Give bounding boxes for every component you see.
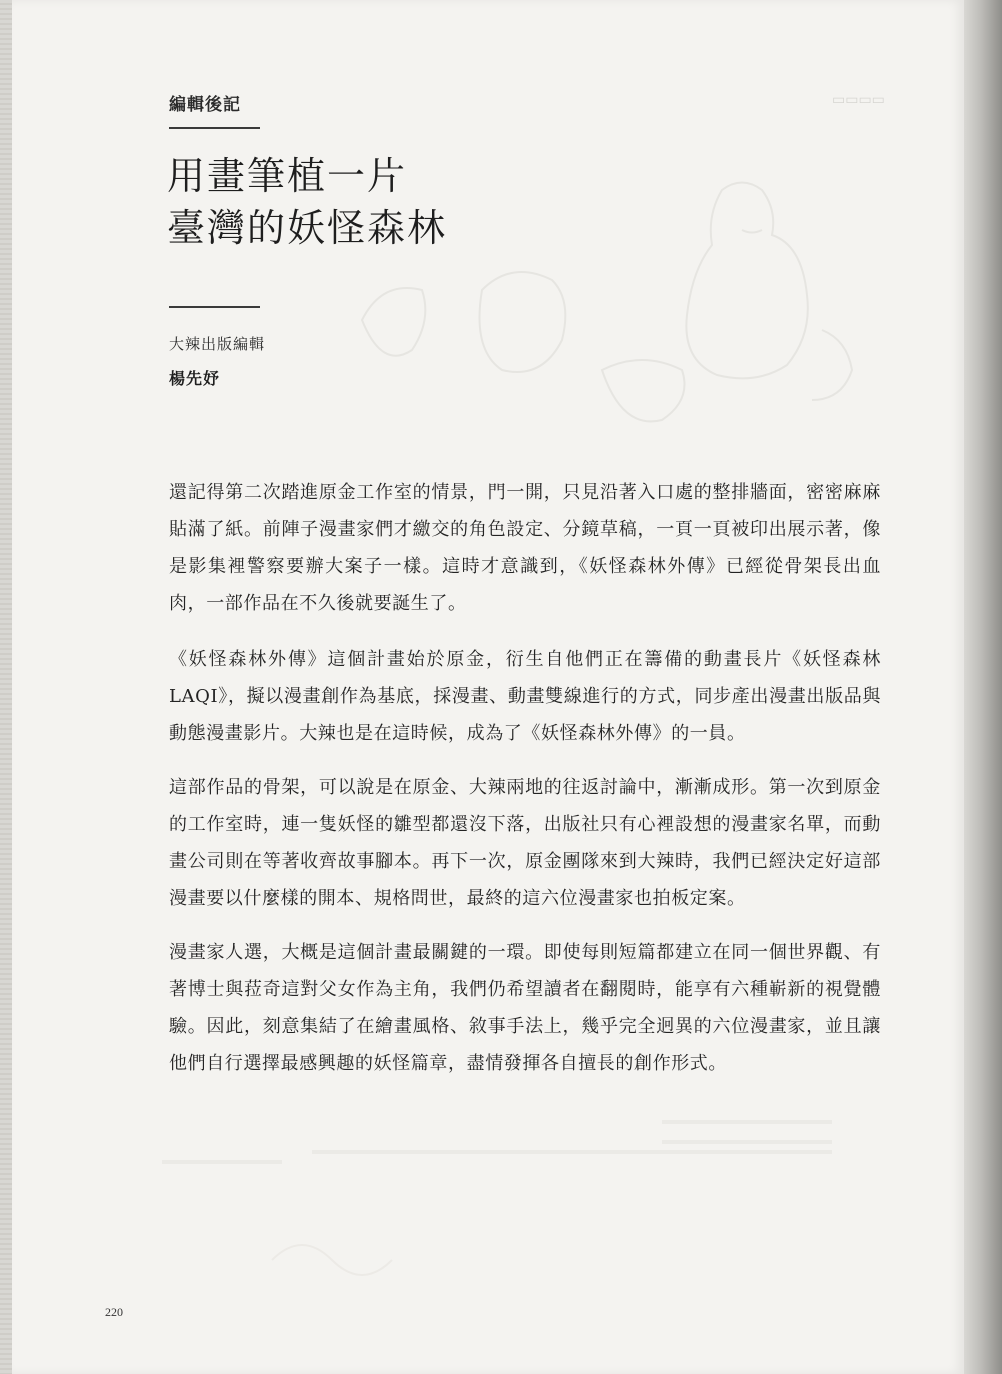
author-divider — [169, 306, 260, 308]
paragraph: 還記得第二次踏進原金工作室的情景，門一開，只見沿著入口處的整排牆面，密密麻麻貼滿了紙。前陣子漫畫家們才繳交的角色設定、分鏡草稿，一頁一頁被印出展示著，像是影集裡警察要辦大案子一樣。這時才意識到，《妖怪森林外傳》已經從骨架長出血肉，一部作品在不久後就要誕生了。 — [169, 482, 881, 614]
title-line-2: 臺灣的妖怪森林 — [167, 206, 448, 250]
page-title — [167, 150, 447, 254]
book-binding-shadow — [964, 0, 1002, 1374]
bleed-through-caption — [162, 1110, 862, 1310]
paragraph: 《妖怪森林外傳》這個計畫始於原金，衍生自他們正在籌備的動畫長片《妖怪森林 LAQI》，擬以漫畫創作為基底，採漫畫、動畫雙線進行的方式，同步產出漫畫出版品與動態漫畫影片。大辣也是在這時候，成為了《妖怪森林外傳》的一員。 — [169, 649, 881, 744]
section-label: 編輯後記 — [169, 95, 241, 115]
author-role: 大辣出版編輯 — [169, 335, 266, 353]
title-line-1: 用畫筆植一片 — [167, 154, 408, 198]
scan-left-edge — [0, 0, 12, 1374]
bleed-through-header: ▭▭▭▭ — [832, 92, 885, 108]
author-name: 楊先妤 — [169, 369, 221, 388]
article-body — [169, 474, 881, 1099]
page-number: 220 — [105, 1305, 123, 1319]
paragraph: 這部作品的骨架，可以說是在原金、大辣兩地的往返討論中，漸漸成形。第一次到原金的工作室時，連一隻妖怪的雛型都還沒下落，出版社只有心裡設想的漫畫家名單，而動畫公司則在等著收齊故事腳本。再下一次，原金團隊來到大辣時，我們已經決定好這部漫畫要以什麼樣的開本、規格問世，最終的這六位漫畫家也拍板定案。 — [169, 777, 881, 909]
paragraph: 漫畫家人選，大概是這個計畫最關鍵的一環。即使每則短篇都建立在同一個世界觀、有著博士與菈奇這對父女作為主角，我們仍希望讀者在翻閱時，能享有六種嶄新的視覺體驗。因此，刻意集結了在繪畫風格、敘事手法上，幾乎完全迥異的六位漫畫家，並且讓他們自行選擇最感興趣的妖怪篇章，盡情發揮各自擅長的創作形式。 — [169, 942, 881, 1074]
title-top-rule — [169, 127, 260, 129]
book-page — [12, 0, 964, 1374]
